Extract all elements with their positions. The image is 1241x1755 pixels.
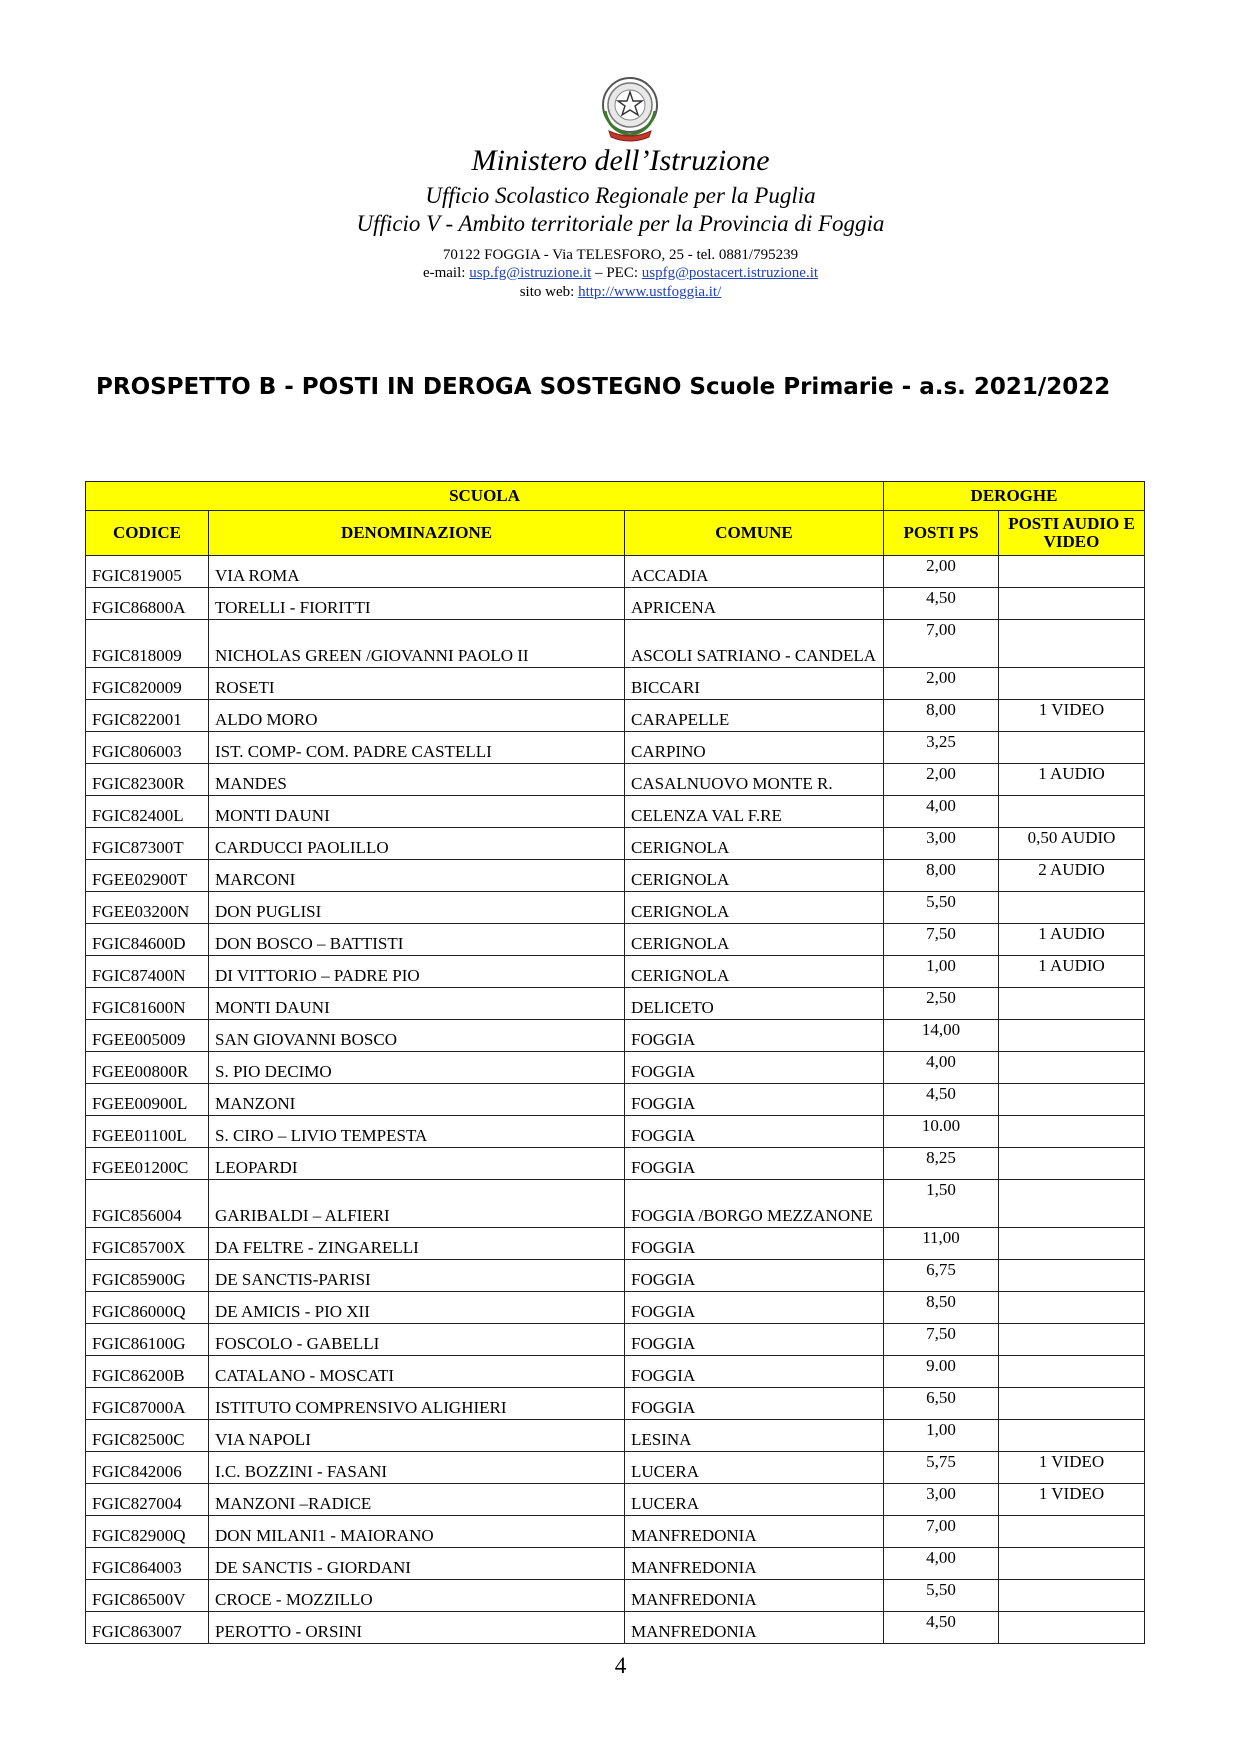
- email-link[interactable]: usp.fg@istruzione.it: [469, 265, 592, 281]
- cell-posti-ps: 1,00: [884, 1420, 999, 1452]
- cell-posti-audio-video: [999, 732, 1145, 764]
- cell-codice: FGIC86800A: [86, 588, 209, 620]
- cell-posti-audio-video: 0,50 AUDIO: [999, 828, 1145, 860]
- table-row: [86, 1612, 1145, 1644]
- cell-posti-audio-video: [999, 1356, 1145, 1388]
- cell-denominazione: MANDES: [209, 764, 625, 796]
- table-row: [86, 1228, 1145, 1260]
- office-address: 70122 FOGGIA - Via TELESFORO, 25 - tel. 0881/795239: [442, 247, 799, 263]
- cell-codice: FGIC87400N: [86, 956, 209, 988]
- contact-email-line: [0, 264, 1241, 282]
- regional-office: Ufficio Scolastico Regionale per la Puglia: [425, 183, 816, 208]
- pec-link[interactable]: uspfg@postacert.istruzione.it: [641, 265, 819, 281]
- cell-denominazione: DON BOSCO – BATTISTI: [209, 924, 625, 956]
- group-header-deroghe: DEROGHE: [884, 482, 1145, 511]
- cell-codice: FGIC82300R: [86, 764, 209, 796]
- column-header-comune: COMUNE: [625, 511, 884, 556]
- cell-denominazione: MONTI DAUNI: [209, 796, 625, 828]
- cell-comune: CERIGNOLA: [625, 892, 884, 924]
- cell-posti-audio-video: [999, 796, 1145, 828]
- cell-posti-ps: 7,00: [884, 620, 999, 668]
- cell-posti-audio-video: [999, 1516, 1145, 1548]
- cell-posti-ps: 8,50: [884, 1292, 999, 1324]
- cell-comune: FOGGIA: [625, 1084, 884, 1116]
- cell-comune: FOGGIA: [625, 1116, 884, 1148]
- cell-posti-audio-video: 2 AUDIO: [999, 860, 1145, 892]
- cell-posti-ps: 2,50: [884, 988, 999, 1020]
- cell-denominazione: SAN GIOVANNI BOSCO: [209, 1020, 625, 1052]
- cell-posti-audio-video: [999, 1228, 1145, 1260]
- cell-comune: MANFREDONIA: [625, 1516, 884, 1548]
- cell-posti-audio-video: [999, 620, 1145, 668]
- cell-denominazione: NICHOLAS GREEN /GIOVANNI PAOLO II: [209, 620, 625, 668]
- cell-posti-audio-video: 1 AUDIO: [999, 924, 1145, 956]
- cell-posti-audio-video: [999, 1260, 1145, 1292]
- cell-posti-audio-video: [999, 1020, 1145, 1052]
- cell-posti-ps: 5,50: [884, 1580, 999, 1612]
- table-row: [86, 924, 1145, 956]
- cell-posti-audio-video: [999, 1612, 1145, 1644]
- cell-comune: FOGGIA /BORGO MEZZANONE: [625, 1180, 884, 1228]
- cell-comune: LESINA: [625, 1420, 884, 1452]
- table-row: [86, 828, 1145, 860]
- cell-denominazione: FOSCOLO - GABELLI: [209, 1324, 625, 1356]
- cell-comune: FOGGIA: [625, 1324, 884, 1356]
- cell-denominazione: TORELLI - FIORITTI: [209, 588, 625, 620]
- table-row: [86, 1180, 1145, 1228]
- cell-posti-audio-video: [999, 1180, 1145, 1228]
- cell-posti-ps: 2,00: [884, 764, 999, 796]
- cell-comune: LUCERA: [625, 1484, 884, 1516]
- italian-republic-emblem-icon: [599, 75, 661, 143]
- cell-posti-ps: 5,75: [884, 1452, 999, 1484]
- cell-codice: FGIC86200B: [86, 1356, 209, 1388]
- cell-comune: FOGGIA: [625, 1388, 884, 1420]
- cell-comune: MANFREDONIA: [625, 1612, 884, 1644]
- table-row: [86, 1020, 1145, 1052]
- cell-comune: CERIGNOLA: [625, 956, 884, 988]
- cell-codice: FGIC84600D: [86, 924, 209, 956]
- cell-denominazione: VIA ROMA: [209, 556, 625, 588]
- table-row: [86, 668, 1145, 700]
- cell-denominazione: DE SANCTIS - GIORDANI: [209, 1548, 625, 1580]
- cell-posti-ps: 7,50: [884, 1324, 999, 1356]
- cell-denominazione: DON PUGLISI: [209, 892, 625, 924]
- cell-comune: FOGGIA: [625, 1292, 884, 1324]
- cell-posti-audio-video: [999, 892, 1145, 924]
- table-row: [86, 1116, 1145, 1148]
- cell-codice: FGIC85700X: [86, 1228, 209, 1260]
- cell-comune: FOGGIA: [625, 1260, 884, 1292]
- cell-posti-ps: 6,75: [884, 1260, 999, 1292]
- cell-codice: FGIC81600N: [86, 988, 209, 1020]
- cell-codice: FGEE00900L: [86, 1084, 209, 1116]
- table-row: [86, 796, 1145, 828]
- cell-codice: FGEE02900T: [86, 860, 209, 892]
- cell-comune: ASCOLI SATRIANO - CANDELA: [625, 620, 884, 668]
- cell-comune: CARAPELLE: [625, 700, 884, 732]
- schools-table: [85, 481, 1145, 1644]
- cell-posti-ps: 4,50: [884, 588, 999, 620]
- cell-posti-ps: 8,00: [884, 860, 999, 892]
- column-header-denominazione: DENOMINAZIONE: [209, 511, 625, 556]
- cell-denominazione: ISTITUTO COMPRENSIVO ALIGHIERI: [209, 1388, 625, 1420]
- cell-comune: CASALNUOVO MONTE R.: [625, 764, 884, 796]
- cell-denominazione: MANZONI –RADICE: [209, 1484, 625, 1516]
- cell-denominazione: S. CIRO – LIVIO TEMPESTA: [209, 1116, 625, 1148]
- document-title: PROSPETTO B - POSTI IN DEROGA SOSTEGNO Scuole Primarie - a.s. 2021/2022: [96, 374, 1111, 400]
- cell-denominazione: CATALANO - MOSCATI: [209, 1356, 625, 1388]
- cell-posti-ps: 4,50: [884, 1612, 999, 1644]
- ministry-name: Ministero dell’Istruzione: [471, 144, 770, 177]
- cell-codice: FGEE03200N: [86, 892, 209, 924]
- cell-denominazione: MARCONI: [209, 860, 625, 892]
- cell-codice: FGIC86000Q: [86, 1292, 209, 1324]
- cell-posti-audio-video: [999, 1292, 1145, 1324]
- cell-codice: FGIC822001: [86, 700, 209, 732]
- cell-denominazione: DON MILANI1 - MAIORANO: [209, 1516, 625, 1548]
- cell-posti-ps: 2,00: [884, 556, 999, 588]
- cell-posti-ps: 4,00: [884, 1052, 999, 1084]
- cell-posti-audio-video: [999, 1052, 1145, 1084]
- cell-comune: FOGGIA: [625, 1148, 884, 1180]
- cell-posti-audio-video: [999, 1324, 1145, 1356]
- cell-denominazione: CROCE - MOZZILLO: [209, 1580, 625, 1612]
- cell-posti-audio-video: [999, 588, 1145, 620]
- table-row: [86, 1484, 1145, 1516]
- table-row: [86, 732, 1145, 764]
- table-row: [86, 860, 1145, 892]
- page-number: 4: [614, 1653, 627, 1678]
- cell-posti-ps: 3,00: [884, 828, 999, 860]
- cell-comune: CARPINO: [625, 732, 884, 764]
- cell-posti-ps: 9.00: [884, 1356, 999, 1388]
- column-header-posti-ps: POSTI PS: [884, 511, 999, 556]
- cell-posti-audio-video: 1 VIDEO: [999, 1452, 1145, 1484]
- table-row: [86, 1324, 1145, 1356]
- cell-comune: CERIGNOLA: [625, 860, 884, 892]
- table-row: [86, 988, 1145, 1020]
- cell-posti-audio-video: 1 AUDIO: [999, 956, 1145, 988]
- table-row: [86, 1356, 1145, 1388]
- table-row: [86, 1052, 1145, 1084]
- cell-denominazione: GARIBALDI – ALFIERI: [209, 1180, 625, 1228]
- cell-denominazione: DI VITTORIO – PADRE PIO: [209, 956, 625, 988]
- table-row: [86, 892, 1145, 924]
- cell-codice: FGIC820009: [86, 668, 209, 700]
- cell-posti-ps: 4,50: [884, 1084, 999, 1116]
- cell-posti-ps: 1,00: [884, 956, 999, 988]
- website-line: [0, 283, 1241, 301]
- table-row: [86, 1292, 1145, 1324]
- cell-posti-audio-video: 1 VIDEO: [999, 700, 1145, 732]
- cell-posti-ps: 8,00: [884, 700, 999, 732]
- cell-comune: FOGGIA: [625, 1228, 884, 1260]
- pec-label: – PEC:: [591, 265, 642, 281]
- cell-denominazione: PEROTTO - ORSINI: [209, 1612, 625, 1644]
- cell-denominazione: S. PIO DECIMO: [209, 1052, 625, 1084]
- cell-denominazione: MANZONI: [209, 1084, 625, 1116]
- cell-denominazione: I.C. BOZZINI - FASANI: [209, 1452, 625, 1484]
- cell-posti-audio-video: [999, 1580, 1145, 1612]
- cell-codice: FGIC806003: [86, 732, 209, 764]
- cell-codice: FGEE01200C: [86, 1148, 209, 1180]
- cell-posti-ps: 1,50: [884, 1180, 999, 1228]
- cell-posti-audio-video: 1 VIDEO: [999, 1484, 1145, 1516]
- cell-codice: FGIC85900G: [86, 1260, 209, 1292]
- cell-posti-ps: 11,00: [884, 1228, 999, 1260]
- cell-posti-ps: 14,00: [884, 1020, 999, 1052]
- cell-codice: FGIC86500V: [86, 1580, 209, 1612]
- cell-posti-audio-video: 1 AUDIO: [999, 764, 1145, 796]
- cell-posti-ps: 5,50: [884, 892, 999, 924]
- cell-codice: FGIC87300T: [86, 828, 209, 860]
- cell-posti-ps: 2,00: [884, 668, 999, 700]
- table-row: [86, 1452, 1145, 1484]
- cell-posti-audio-video: [999, 1084, 1145, 1116]
- cell-comune: MANFREDONIA: [625, 1580, 884, 1612]
- table-row: [86, 1580, 1145, 1612]
- table-row: [86, 1388, 1145, 1420]
- cell-codice: FGIC86100G: [86, 1324, 209, 1356]
- cell-comune: CERIGNOLA: [625, 924, 884, 956]
- cell-codice: FGIC827004: [86, 1484, 209, 1516]
- table-row: [86, 956, 1145, 988]
- cell-posti-ps: 4,00: [884, 796, 999, 828]
- website-link[interactable]: http://www.ustfoggia.it/: [578, 284, 722, 300]
- table-row: [86, 620, 1145, 668]
- cell-comune: CERIGNOLA: [625, 828, 884, 860]
- website-label: sito web:: [519, 284, 579, 300]
- cell-posti-ps: 3,00: [884, 1484, 999, 1516]
- cell-codice: FGIC82900Q: [86, 1516, 209, 1548]
- cell-codice: FGIC856004: [86, 1180, 209, 1228]
- table-row: [86, 700, 1145, 732]
- local-office: Ufficio V - Ambito territoriale per la Provincia di Foggia: [356, 211, 885, 236]
- column-header-codice: CODICE: [86, 511, 209, 556]
- cell-denominazione: IST. COMP- COM. PADRE CASTELLI: [209, 732, 625, 764]
- table-row: [86, 764, 1145, 796]
- cell-denominazione: VIA NAPOLI: [209, 1420, 625, 1452]
- cell-comune: APRICENA: [625, 588, 884, 620]
- email-label: e-mail:: [422, 265, 470, 281]
- cell-codice: FGEE005009: [86, 1020, 209, 1052]
- cell-codice: FGIC819005: [86, 556, 209, 588]
- cell-denominazione: LEOPARDI: [209, 1148, 625, 1180]
- cell-codice: FGIC863007: [86, 1612, 209, 1644]
- cell-denominazione: DA FELTRE - ZINGARELLI: [209, 1228, 625, 1260]
- cell-posti-ps: 6,50: [884, 1388, 999, 1420]
- cell-posti-ps: 7,00: [884, 1516, 999, 1548]
- cell-posti-ps: 10.00: [884, 1116, 999, 1148]
- cell-codice: FGIC818009: [86, 620, 209, 668]
- cell-posti-ps: 8,25: [884, 1148, 999, 1180]
- cell-codice: FGIC842006: [86, 1452, 209, 1484]
- cell-codice: FGIC82500C: [86, 1420, 209, 1452]
- cell-comune: DELICETO: [625, 988, 884, 1020]
- cell-denominazione: ROSETI: [209, 668, 625, 700]
- cell-posti-audio-video: [999, 1148, 1145, 1180]
- cell-posti-ps: 7,50: [884, 924, 999, 956]
- cell-comune: CELENZA VAL F.RE: [625, 796, 884, 828]
- cell-comune: FOGGIA: [625, 1356, 884, 1388]
- table-row: [86, 588, 1145, 620]
- cell-codice: FGIC864003: [86, 1548, 209, 1580]
- table-row: [86, 1260, 1145, 1292]
- cell-codice: FGIC87000A: [86, 1388, 209, 1420]
- cell-posti-ps: 4,00: [884, 1548, 999, 1580]
- cell-posti-audio-video: [999, 668, 1145, 700]
- cell-comune: FOGGIA: [625, 1052, 884, 1084]
- cell-denominazione: DE AMICIS - PIO XII: [209, 1292, 625, 1324]
- cell-posti-ps: 3,25: [884, 732, 999, 764]
- cell-comune: MANFREDONIA: [625, 1548, 884, 1580]
- cell-comune: FOGGIA: [625, 1020, 884, 1052]
- cell-denominazione: MONTI DAUNI: [209, 988, 625, 1020]
- table-row: [86, 556, 1145, 588]
- group-header-scuola: SCUOLA: [86, 482, 884, 511]
- cell-denominazione: DE SANCTIS-PARISI: [209, 1260, 625, 1292]
- cell-posti-audio-video: [999, 556, 1145, 588]
- cell-denominazione: ALDO MORO: [209, 700, 625, 732]
- column-header-posti-audio-video: POSTI AUDIO E VIDEO: [999, 511, 1145, 556]
- cell-codice: FGEE01100L: [86, 1116, 209, 1148]
- cell-posti-audio-video: [999, 1420, 1145, 1452]
- cell-codice: FGIC82400L: [86, 796, 209, 828]
- cell-posti-audio-video: [999, 988, 1145, 1020]
- cell-comune: BICCARI: [625, 668, 884, 700]
- table-row: [86, 1148, 1145, 1180]
- table-row: [86, 1420, 1145, 1452]
- table-row: [86, 1084, 1145, 1116]
- cell-comune: ACCADIA: [625, 556, 884, 588]
- cell-codice: FGEE00800R: [86, 1052, 209, 1084]
- table-row: [86, 1548, 1145, 1580]
- table-row: [86, 1516, 1145, 1548]
- cell-comune: LUCERA: [625, 1452, 884, 1484]
- cell-posti-audio-video: [999, 1116, 1145, 1148]
- cell-denominazione: CARDUCCI PAOLILLO: [209, 828, 625, 860]
- cell-posti-audio-video: [999, 1388, 1145, 1420]
- cell-posti-audio-video: [999, 1548, 1145, 1580]
